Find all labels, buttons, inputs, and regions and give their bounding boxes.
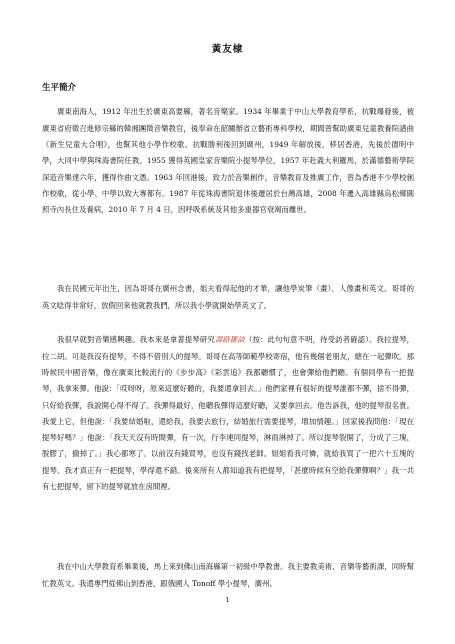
document-title: 黃友棣 <box>211 44 244 55</box>
paragraph-childhood: 我在民國元年出生，因為哥哥在廣州念書，姐夫看得起他的才華，讓他學炭筆（畫）、人像畫和英文。哥哥的英文唸得非常好，放假回來他就教我們，所以我小學就開始學英文了。 <box>42 284 414 310</box>
paragraph-violin <box>42 332 414 495</box>
page-number: 1 <box>225 596 230 604</box>
paragraph-violin-text-before: 我很早就對音樂感興趣。我本來是拿著提琴研究 <box>57 335 215 345</box>
paragraph-teaching: 我在中山大學教育系畢業後，馬上來到佛山南海縣第一初級中學教書。我主要教美術、音樂等藝術課，同時幫忙教英文。我還專門從佛山到香港，跟俄國人 Tonoff 學小提琴，廣州、 <box>42 562 414 588</box>
paragraph-biography: 廣東南海人，1912 年出生於廣東高要縣，著名音樂家。1934 年畢業于中山大學教育學系，抗戰爆發後，被廣東省府徵召進修宗縣的韓湘團徵音樂教官，後奉命在韶關辦省立藝術專科學校，期間曾幫助廣東兒童教養院譜曲《新生兒童大合唱》，也幫其他小學作校歌。抗戰勝利後回到廣州，1949 年解放後，移居香港，先後於德明中學，大同中學與珠海書院任教。1955 獲得英國皇家音樂院小提琴學位，1957 年赴義大利羅馬，於滿德藝術學院深造音樂達六年，獲得作曲文憑。1963 年回港後，致力於音樂創作，音樂教育及推廣工作，曾為香港不少學校創作校歌，從小學、中學以致大專都有。1987 年從珠海書院退休後遷居於台灣高雄，2008 年遷入高雄縣烏松鄉圓照寺內長住及養病，2010 年 7 月 4 日，因呼吸系統及其他多重器官衰竭而離世。 <box>42 107 414 215</box>
section-heading: 生平簡介 <box>42 83 77 93</box>
red-italic-term: 壽路羅談 <box>214 335 245 345</box>
paragraph-violin-text-after: （按：此句句意不明，待受訪者確認）。我拉提琴，拉二胡。可是我沒有提琴，不得不借別人的提琴。哥哥在高等師範學校寄宿，他有幾個老朋友，總在一起彈吹。那時候民中國音樂，像在廣東比較流行的《步步高》《彩雲追》我都聽慣了，也會彈給他們聽。有個同學有一把提琴，我拿來彈。他說：「哎呀呀，原來這麼好聽的，我要還拿回去。」他們家裡有很好的提琴誰都不彈，捨不得彈，只好給我彈，我說開心得不得了。我彈得最好，他聽我彈得這麼好聽，又要拿回去。他告訴我，他的提琴很名貴。我愛上它，但他說：「我要結婚啦，還給我，我要去旅行，結婚旅行需要提琴，增加情趣。」回家後我問他：「現在提琴好嗎？」他說：「我天天沒有時間彈，有一次，行李連同提琴，淋雨淋掉了。所以提琴裂開了，分成了三塊，脫膠了，撤掉了。」我心都寒了。以前沒有錢買琴，也沒有錢找老師。姐姐看我可憐，就給我買了一把六十五塊的提琴。我才真正有一把提琴，學得還不錯。後來所有人都知道我有把提琴，「甚麼時候有空給我彈彈啊？」我一共有七把提琴，留下的提琴就放在房間裡。 <box>42 335 414 492</box>
